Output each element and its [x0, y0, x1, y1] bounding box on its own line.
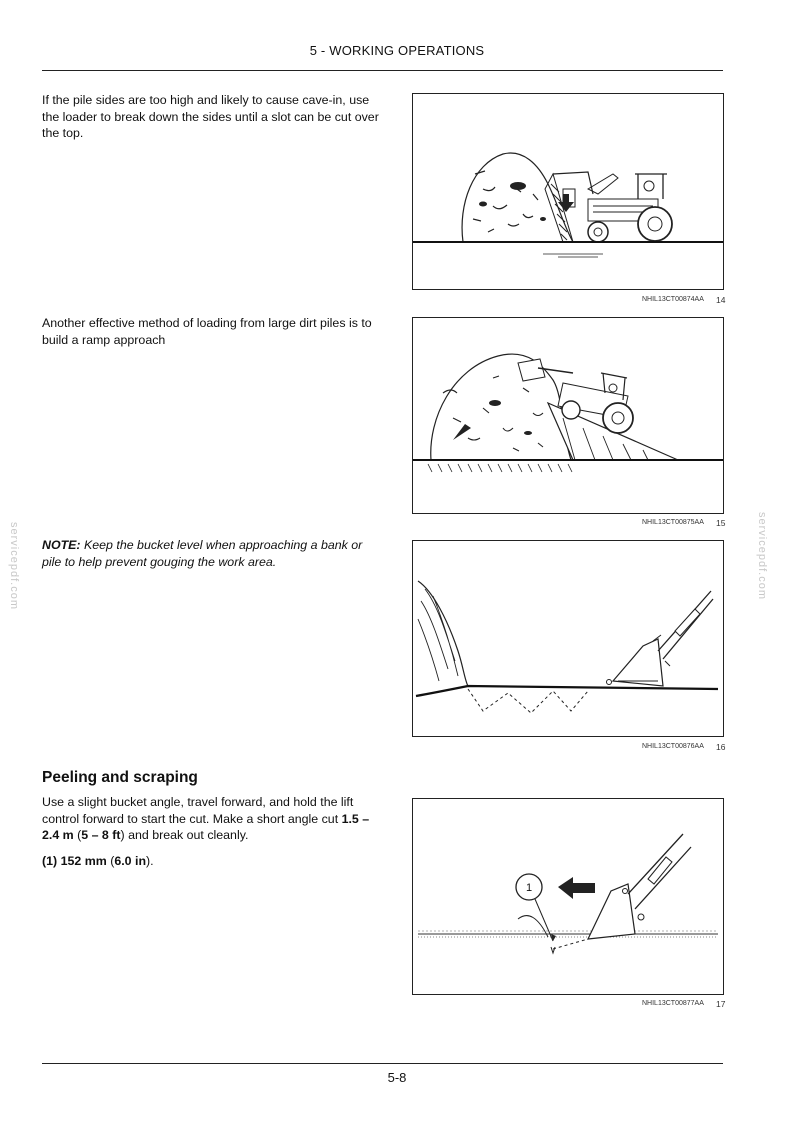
watermark-right: servicepdf.com	[755, 512, 768, 600]
figure-15	[412, 317, 724, 514]
note-bucket-level	[42, 537, 382, 570]
note-text: Keep the bucket level when approaching a bank or pile to help prevent gouging the work area.	[42, 538, 363, 569]
figure-15-illustration	[413, 318, 723, 513]
section-item-1	[42, 853, 382, 870]
figure-14-number: 14	[716, 295, 726, 305]
header-rule	[42, 70, 723, 71]
figure-17-illustration	[413, 799, 723, 994]
item-text-2: ).	[146, 854, 154, 868]
item-text-1: (	[106, 854, 115, 868]
figure-15-code: NHIL13CT00875AA	[642, 519, 704, 526]
figure-16-code: NHIL13CT00876AA	[642, 743, 704, 750]
section-body	[42, 794, 382, 844]
direction-arrow	[558, 877, 595, 899]
figure-17-code: NHIL13CT00877AA	[642, 1000, 704, 1007]
paragraph-pile-sides: If the pile sides are too high and likely to cause cave-in, use the loader to break down the sides until a slot can be cut over the top.	[42, 93, 379, 140]
figure-16	[412, 540, 724, 737]
section-heading: Peeling and scraping	[42, 769, 198, 786]
section-body-text-3: ) and break out cleanly.	[120, 828, 249, 842]
section-body-bold-2: 5 – 8 ft	[81, 828, 121, 842]
figure-14	[412, 93, 724, 290]
section-body-bold-1: 1.5 – 2.4 m	[42, 811, 370, 842]
figure-14-illustration	[413, 94, 723, 289]
callout-1-label: 1	[525, 882, 533, 894]
paragraph-ramp-approach: Another effective method of loading from large dirt piles is to build a ramp approach	[42, 316, 372, 347]
item-bold-1: (1) 152 mm	[42, 854, 107, 868]
figure-16-illustration	[413, 541, 723, 736]
page-number: 5-8	[387, 1070, 407, 1085]
footer-rule	[42, 1063, 723, 1064]
watermark-left: servicepdf.com	[7, 522, 20, 610]
figure-17	[412, 798, 724, 995]
note-label: NOTE:	[42, 538, 81, 552]
figure-15-number: 15	[716, 518, 726, 528]
section-body-text-2: (	[73, 828, 82, 842]
figure-16-number: 16	[716, 742, 726, 752]
item-bold-2: 6.0 in	[114, 854, 147, 868]
page-header-title: 5 - WORKING OPERATIONS	[309, 43, 485, 58]
figure-14-code: NHIL13CT00874AA	[642, 296, 704, 303]
section-body-text-1: Use a slight bucket angle, travel forward, and hold the lift control forward to start the cut. Make a short angle cut	[42, 795, 354, 826]
figure-17-number: 17	[716, 999, 726, 1009]
